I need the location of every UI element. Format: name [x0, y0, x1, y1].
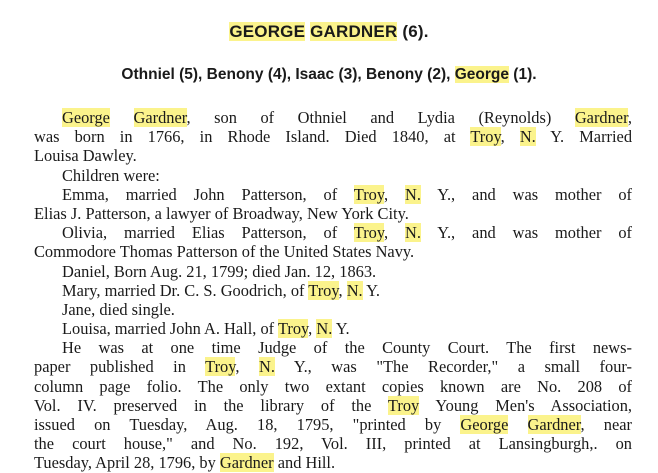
text-line: [34, 338, 632, 357]
page-title: [0, 22, 658, 42]
text-segment: , son of Othniel and Lydia (Reynolds): [186, 108, 575, 127]
text-line: [34, 262, 632, 281]
highlighted-word: Troy: [353, 223, 384, 243]
highlighted-word: N.: [405, 184, 421, 204]
text-segment: Mary, married Dr. C. S. Goodrich, of: [62, 280, 309, 300]
lineage-segment: (1).: [509, 66, 537, 83]
highlighted-word: Troy: [470, 127, 501, 147]
title-name-last: GARDNER: [310, 22, 398, 41]
highlighted-word: N.: [346, 280, 363, 300]
text-segment: ,: [384, 223, 405, 243]
text-segment: Daniel, Born Aug. 21, 1799; died Jan. 12, 1863.: [62, 261, 377, 281]
text-segment: Y., and was mother of: [420, 184, 632, 204]
highlighted-word: Gardner: [574, 108, 628, 127]
text-segment: Olivia, married Elias Patterson, of: [62, 223, 354, 243]
text-line: [34, 223, 632, 242]
text-segment: Y.: [362, 280, 380, 300]
text-segment: ,: [384, 184, 405, 204]
highlighted-word: N.: [405, 223, 421, 243]
lineage-segment: George: [454, 66, 509, 83]
highlighted-word: N.: [316, 319, 333, 339]
biography-text: [34, 108, 632, 473]
text-line: [34, 204, 632, 223]
text-segment: ,: [627, 108, 632, 127]
text-line: [34, 319, 632, 338]
text-segment: Tuesday, April 28, 1796, by: [34, 453, 220, 473]
text-line: [34, 166, 632, 185]
text-line: [34, 281, 632, 300]
text-line: [34, 300, 632, 319]
text-line: [34, 185, 632, 204]
highlighted-word: Troy: [387, 395, 420, 415]
text-segment: ,: [308, 319, 317, 339]
text-line: [34, 377, 632, 396]
highlighted-word: George: [62, 108, 110, 127]
text-segment: ,: [338, 280, 347, 300]
highlighted-word: Troy: [205, 357, 236, 377]
text-segment: ,: [235, 357, 260, 377]
text-line: [34, 396, 632, 415]
text-segment: Y.: [332, 319, 350, 339]
text-line: [34, 242, 632, 261]
highlighted-word: N.: [259, 357, 275, 377]
text-segment: Y. Married: [535, 127, 633, 147]
text-segment: Elias J. Patterson, a lawyer of Broadway, New York City.: [34, 203, 409, 223]
lineage-line: [0, 66, 658, 84]
text-segment: [508, 415, 527, 434]
highlighted-word: N.: [519, 127, 536, 147]
lineage-segment: Benony (4),: [206, 66, 296, 83]
lineage-segment: Benony (2),: [366, 66, 455, 83]
lineage-segment: Isaac (3),: [295, 66, 367, 83]
text-line: [34, 146, 632, 165]
text-segment: was born in 1766, in Rhode Island. Died 1840, at: [34, 127, 471, 147]
highlighted-word: Gardner: [133, 108, 187, 127]
lineage-segment: Othniel (5),: [121, 66, 207, 83]
text-segment: Louisa, married John A. Hall, of: [62, 319, 278, 339]
text-line: [34, 357, 632, 376]
highlighted-word: Gardner: [219, 453, 274, 473]
highlighted-word: Troy: [277, 319, 309, 339]
text-segment: He was at one time Judge of the County Court. The first news-: [62, 338, 632, 358]
text-line: [34, 108, 632, 127]
text-segment: Young Men's Association,: [419, 395, 632, 415]
text-segment: Jane, died single.: [62, 299, 175, 319]
text-segment: and Hill.: [273, 453, 336, 473]
title-generation: (6).: [402, 22, 429, 41]
text-segment: ,: [500, 127, 520, 147]
text-segment: Children were:: [62, 165, 160, 185]
title-name-first: GEORGE: [229, 22, 306, 41]
highlighted-word: Gardner: [527, 415, 581, 434]
text-segment: Commodore Thomas Patterson of the United States Navy.: [34, 242, 415, 262]
text-line: [34, 434, 632, 453]
text-line: [34, 415, 632, 434]
highlighted-word: Troy: [353, 184, 384, 204]
text-segment: Y., was "The Recorder," a small four-: [274, 357, 632, 377]
text-segment: paper published in: [34, 357, 206, 377]
text-segment: Y., and was mother of: [420, 223, 632, 243]
text-segment: column page folio. The only two extant copies known are No. 208 of: [34, 376, 632, 396]
text-segment: Emma, married John Patterson, of: [62, 184, 354, 204]
text-segment: Louisa Dawley.: [34, 146, 137, 166]
highlighted-word: Troy: [308, 280, 339, 300]
text-segment: , near: [580, 415, 632, 434]
highlighted-word: George: [460, 415, 509, 434]
text-line: [34, 127, 632, 146]
text-segment: issued on Tuesday, Aug. 18, 1795, "printed by: [34, 415, 461, 434]
text-segment: [110, 108, 134, 127]
text-segment: the court house," and No. 192, Vol. III, printed at Lansingburgh,. on: [34, 434, 632, 454]
text-segment: Vol. IV. preserved in the library of the: [34, 395, 388, 415]
